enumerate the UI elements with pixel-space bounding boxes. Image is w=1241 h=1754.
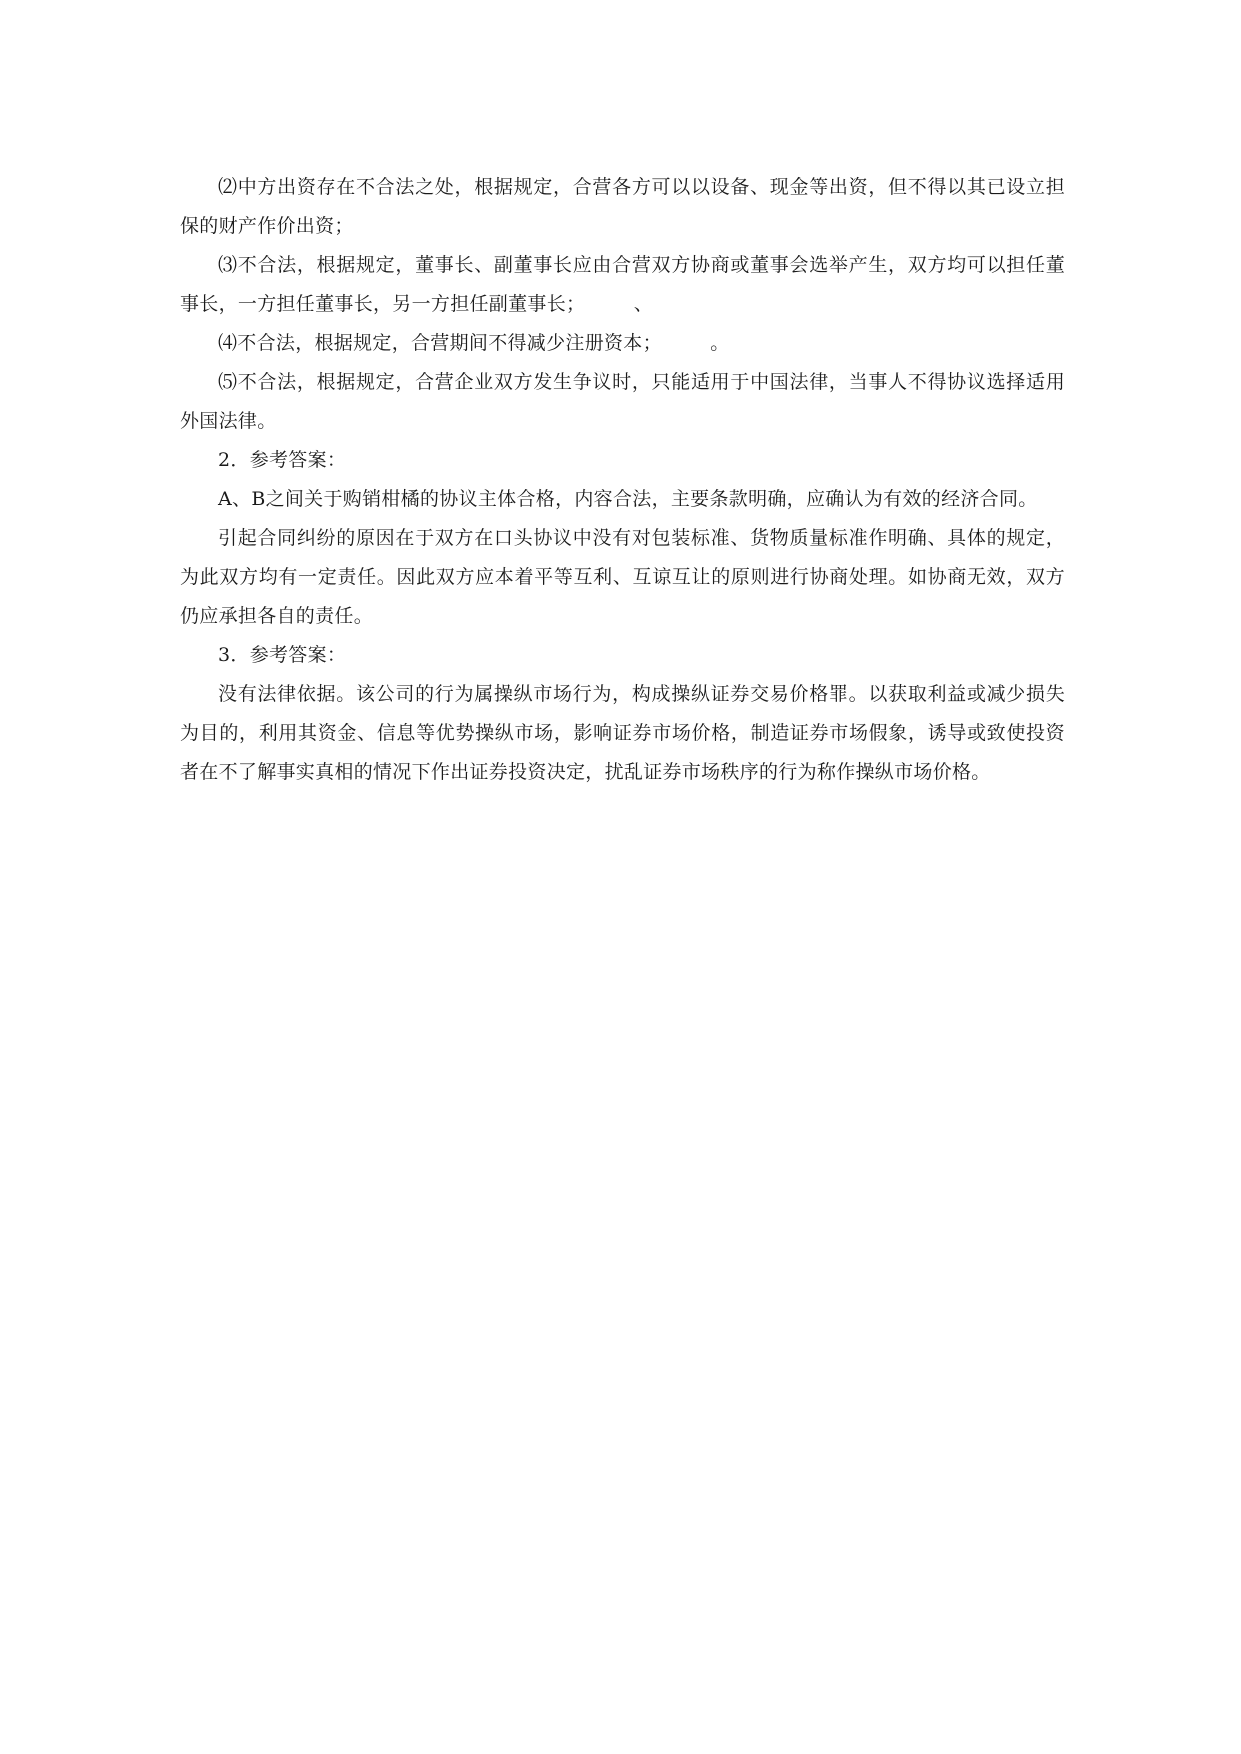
section-2-heading: 2．参考答案： [218, 449, 347, 471]
answer-item-2-paragraph: ⑵中方出资存在不合法之处，根据规定，合营各方可以以设备、现金等出资，但不得以其已设立担保的财产作价出资； [180, 176, 1065, 237]
section-2-paragraph-1: A、B之间关于购销柑橘的协议主体合格，内容合法，主要条款明确，应确认为有效的经济合同。 [218, 488, 1038, 510]
document-body [180, 168, 1065, 792]
answer-item-4-paragraph: ⑷不合法，根据规定，合营期间不得减少注册资本； 。 [218, 332, 730, 354]
section-3-paragraph: 没有法律依据。该公司的行为属操纵市场行为，构成操纵证券交易价格罪。以获取利益或减少损失为目的，利用其资金、信息等优势操纵市场，影响证券市场价格，制造证券市场假象，诱导或致使投资者在不了解事实真相的情况下作出证券投资决定，扰乱证券市场秩序的行为称作操纵市场价格。 [180, 683, 1065, 783]
answer-item-5-paragraph: ⑸不合法，根据规定，合营企业双方发生争议时，只能适用于中国法律，当事人不得协议选择适用外国法律。 [180, 371, 1065, 432]
section-3-heading: 3．参考答案： [218, 644, 347, 666]
answer-item-3-paragraph: ⑶不合法，根据规定，董事长、副董事长应由合营双方协商或董事会选举产生，双方均可以担任董事长，一方担任董事长，另一方担任副董事长； 、 [180, 254, 1065, 315]
section-2-paragraph-2: 引起合同纠纷的原因在于双方在口头协议中没有对包装标准、货物质量标准作明确、具体的规定，为此双方均有一定责任。因此双方应本着平等互利、互谅互让的原则进行协商处理。如协商无效，双方仍应承担各自的责任。 [180, 527, 1065, 627]
